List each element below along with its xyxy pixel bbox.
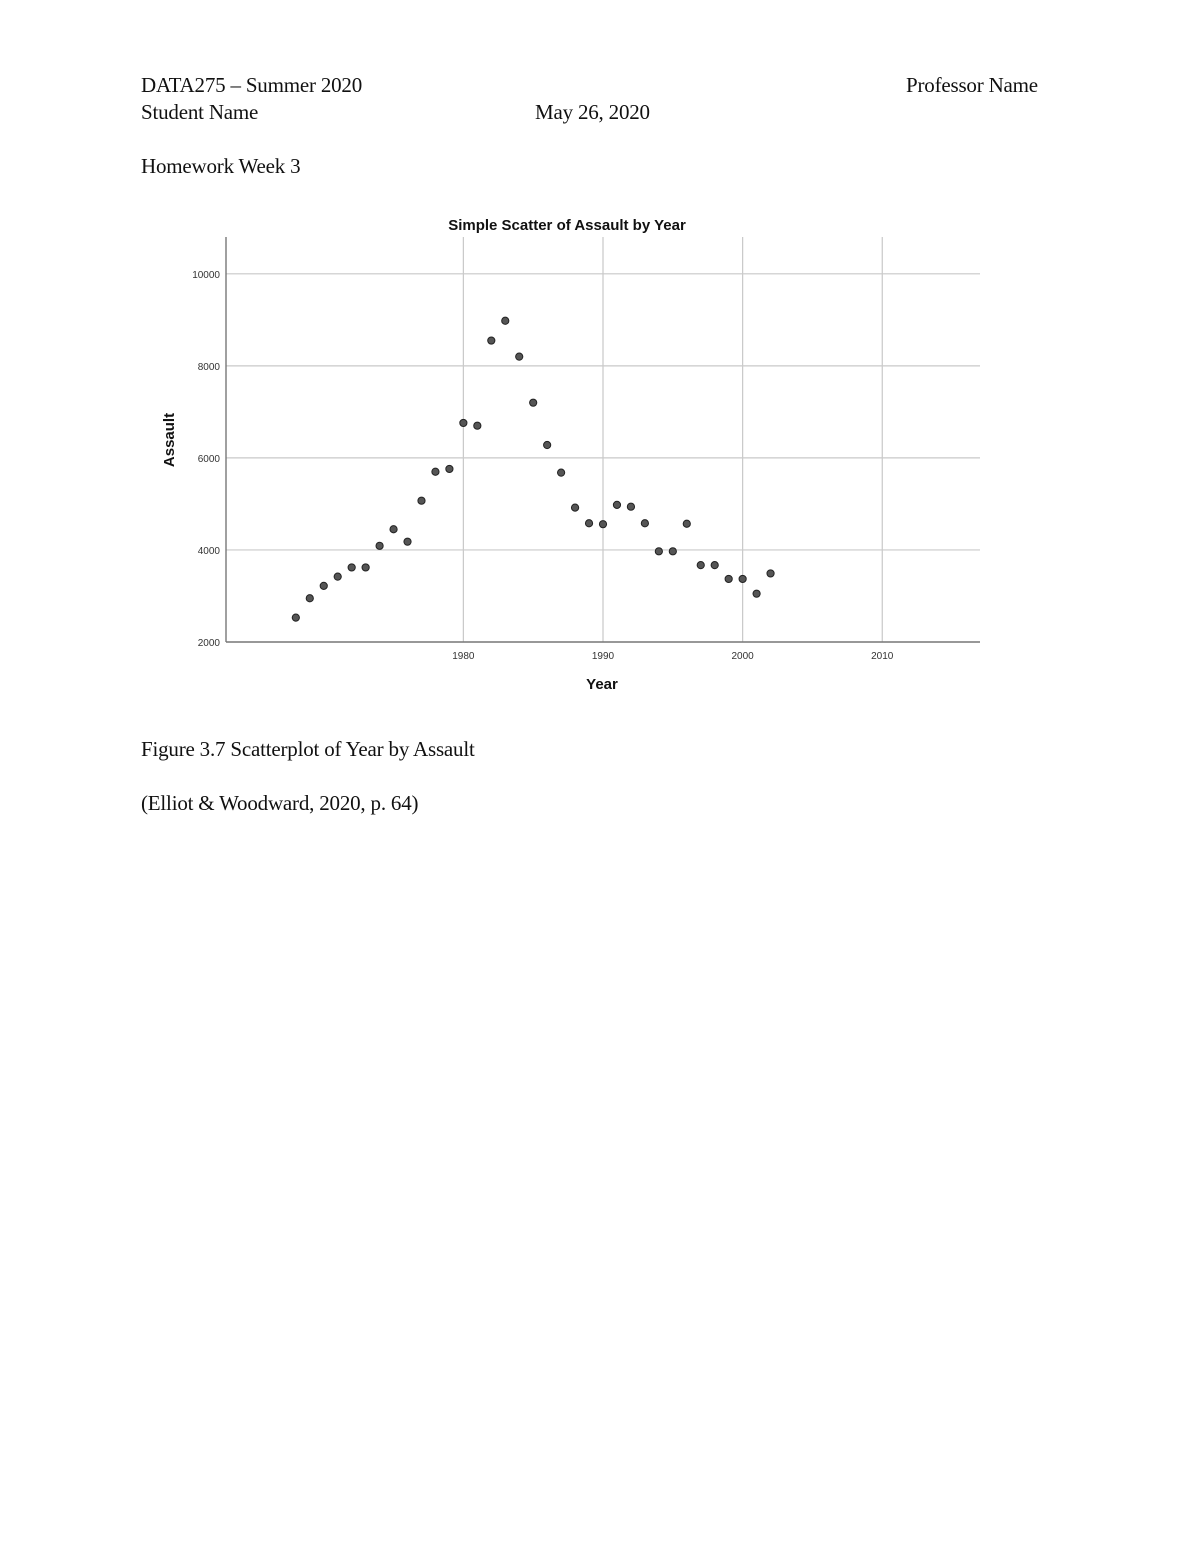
data-point — [683, 520, 690, 527]
data-point — [432, 468, 439, 475]
student-name: Student Name — [141, 100, 259, 124]
data-point — [739, 575, 746, 582]
data-point — [599, 521, 606, 528]
data-point — [753, 590, 760, 597]
y-axis-title: Assault — [161, 412, 178, 468]
data-point — [669, 548, 676, 555]
data-point — [585, 520, 592, 527]
data-point — [418, 497, 425, 504]
grid-layer — [226, 237, 980, 642]
y-tick-label: 4000 — [197, 545, 220, 557]
data-point — [348, 564, 355, 571]
chart-title: Simple Scatter of Assault by Year — [448, 217, 686, 234]
data-point — [711, 562, 718, 569]
data-point — [474, 422, 481, 429]
tick-labels — [192, 270, 894, 662]
scatter-chart-svg — [150, 205, 1000, 705]
x-axis-title: Year — [586, 676, 618, 693]
assignment-title: Homework Week 3 — [141, 154, 301, 178]
data-point — [502, 317, 509, 324]
data-point — [376, 542, 383, 549]
data-point — [641, 520, 648, 527]
data-point — [292, 614, 299, 621]
data-point — [767, 570, 774, 577]
data-point — [334, 573, 341, 580]
data-point — [460, 419, 467, 426]
data-point — [404, 538, 411, 545]
data-point — [613, 501, 620, 508]
document-date: May 26, 2020 — [535, 100, 650, 124]
course-line: DATA275 – Summer 2020 — [141, 73, 363, 97]
y-tick-label: 6000 — [197, 453, 220, 465]
data-point — [446, 465, 453, 472]
data-point — [558, 469, 565, 476]
data-point — [530, 399, 537, 406]
figure-citation: (Elliot & Woodward, 2020, p. 64) — [141, 791, 419, 815]
figure-caption: Figure 3.7 Scatterplot of Year by Assault — [141, 737, 475, 761]
data-point — [390, 526, 397, 533]
y-tick-label: 10000 — [192, 269, 220, 281]
data-point — [544, 441, 551, 448]
professor-name: Professor Name — [906, 73, 1038, 97]
data-point — [306, 595, 313, 602]
y-tick-label: 8000 — [197, 361, 220, 373]
data-point — [725, 575, 732, 582]
data-point — [488, 337, 495, 344]
x-tick-label: 2010 — [871, 651, 894, 662]
x-tick-label: 2000 — [731, 651, 754, 662]
data-point — [571, 504, 578, 511]
data-point — [516, 353, 523, 360]
y-tick-label: 2000 — [197, 638, 220, 649]
x-tick-label: 1990 — [591, 651, 615, 662]
data-point — [320, 582, 327, 589]
x-tick-label: 1980 — [452, 651, 475, 662]
data-point — [697, 562, 704, 569]
data-point — [627, 503, 634, 510]
data-point — [655, 548, 662, 555]
data-point — [362, 564, 369, 571]
scatter-chart — [150, 205, 1000, 705]
data-points — [292, 317, 774, 621]
